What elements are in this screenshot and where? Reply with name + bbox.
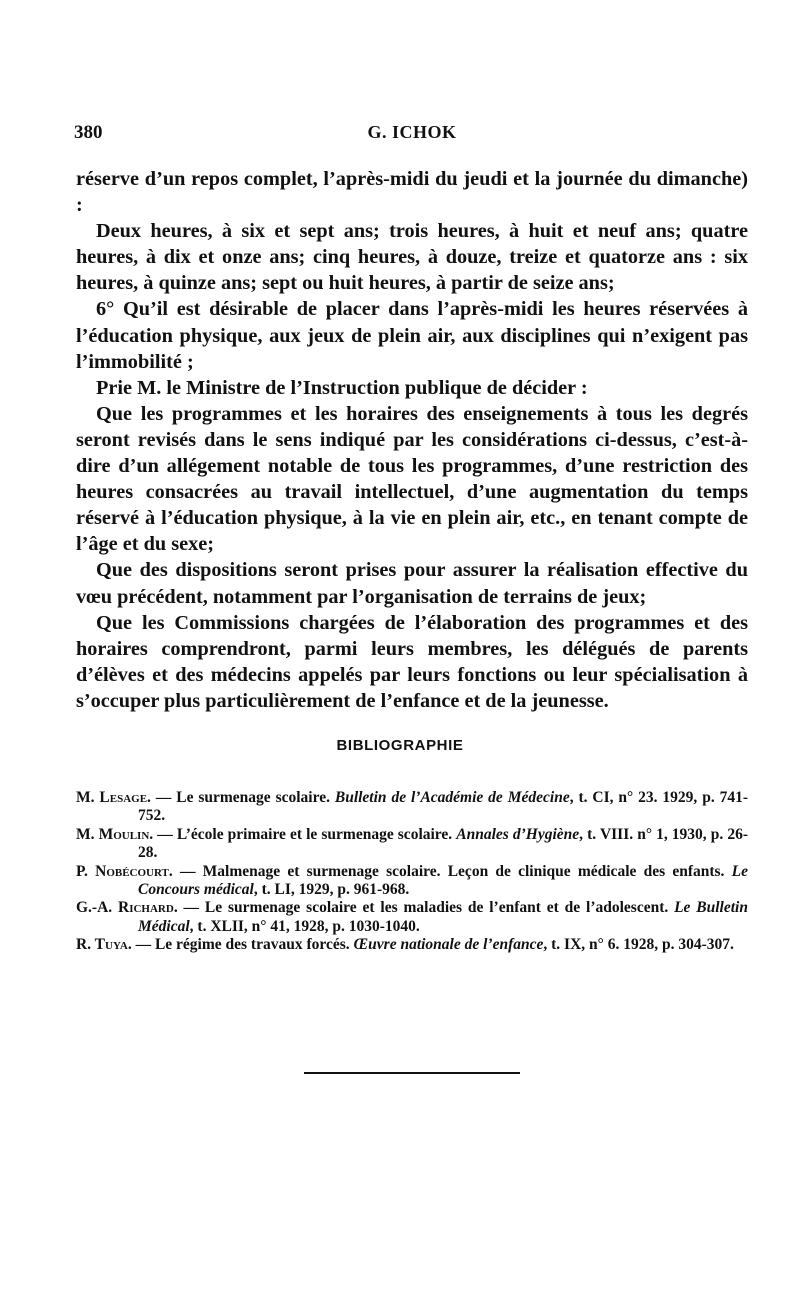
paragraph: Prie M. le Ministre de l’Instruction publique de décider : — [96, 376, 588, 399]
bibliography-entry — [76, 826, 748, 863]
entry-author: M. Lesage. — [76, 789, 151, 806]
entry-title: — Le régime des travaux forcés. — [131, 936, 354, 954]
entry-journal: Bulletin de l’Académie de Médecine — [334, 789, 570, 806]
entry-author: M. Moulin. — [76, 825, 154, 843]
paragraph: réserve d’un repos complet, l’après-midi du jeudi et la journée du dimanche) : — [76, 168, 748, 217]
bibliography-entry — [76, 789, 748, 826]
entry-journal: Annales d’Hygiène — [456, 825, 580, 843]
entry-author: G.-A. Richard. — [76, 899, 178, 917]
entry-details: , t. CI, n° 23. 1929, p. 741-752. — [138, 789, 749, 825]
bibliography-heading: BIBLIOGRAPHIE — [336, 737, 464, 754]
bibliography-list — [76, 789, 748, 955]
paragraph: Que les programmes et les horaires des enseignements à tous les degrés seront revisés dans le sens indiqué par les considérations ci-dessus, c’est-à-dire d’un allégement notable de tous les programmes, d’une restriction des heures consacrées au travail intellectuel, d’une augmentation du temps réservé à l’éducation physique, à la vie en plein air, etc., en tenant compte de l’âge et du sexe; — [76, 402, 748, 556]
paragraph: 6° Qu’il est désirable de placer dans l’après-midi les heures réservées à l’éducation physique, aux jeux de plein air, aux disciplines qui n’exigent pas l’immobilité ; — [76, 298, 748, 373]
bibliography-entry — [76, 863, 748, 900]
bibliography-entry — [76, 899, 748, 936]
paragraph: Que les Commissions chargées de l’élaboration des programmes et des horaires comprendront, parmi leurs membres, les délégués de parents d’élèves et des médecins appelés par leurs fonctions ou leur spécialisation à s’occuper plus particulièrement de l’enfance et de la jeunesse. — [76, 611, 748, 712]
entry-title: — Malmenage et surmenage scolaire. Leçon de clinique médicale des enfants. — [172, 862, 732, 880]
end-rule — [304, 1072, 520, 1074]
bibliography-entry — [76, 936, 748, 954]
entry-journal: Œuvre nationale de l’enfance — [353, 936, 544, 954]
entry-journal: Le Bulletin Médical — [138, 899, 748, 935]
entry-author: R. Tuya. — [76, 936, 132, 954]
entry-title: — Le surmenage scolaire. — [150, 789, 335, 806]
body-text — [76, 166, 748, 714]
running-head: G. ICHOK — [367, 122, 457, 142]
paragraph: Que des dispositions seront prises pour assurer la réalisation effective du vœu précédent, notamment par l’organisation de terrains de jeux; — [76, 559, 748, 608]
entry-journal: Le Concours médical — [138, 862, 748, 899]
entry-author: P. Nobécourt. — [76, 862, 173, 880]
entry-title: — Le surmenage scolaire et les maladies de l’enfant et de l’adolescent. — [177, 899, 675, 917]
entry-details: , t. XLII, n° 41, 1928, p. 1030-1040. — [189, 917, 420, 935]
entry-details: , t. LI, 1929, p. 961-968. — [253, 881, 410, 899]
entry-title: — L’école primaire et le surmenage scolaire. — [153, 825, 457, 843]
page-number: 380 — [74, 122, 103, 143]
paragraph: Deux heures, à six et sept ans; trois heures, à huit et neuf ans; quatre heures, à dix et onze ans; cinq heures, à douze, treize et quatorze ans : six heures, à quinze ans; sept ou huit heures, à partir de seize ans; — [76, 220, 748, 295]
entry-details: , t. IX, n° 6. 1928, p. 304-307. — [543, 936, 734, 954]
entry-details: , t. VIII. n° 1, 1930, p. 26-28. — [138, 825, 748, 862]
page-header — [74, 122, 750, 152]
